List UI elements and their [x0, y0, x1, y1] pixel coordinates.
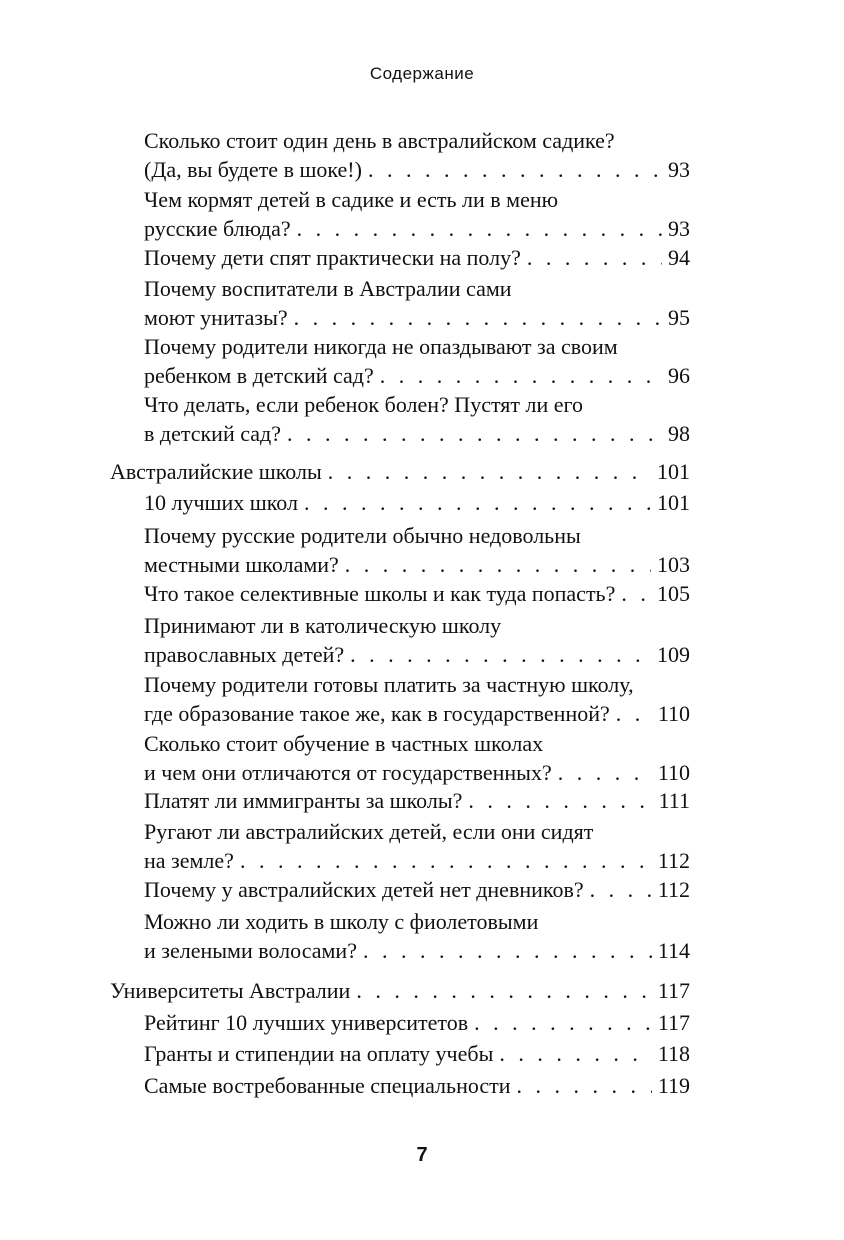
page-number: 118 — [657, 1041, 690, 1066]
toc-entry-text: Принимают ли в католическую школу — [144, 613, 502, 638]
toc-entry-text: Почему родители никогда не опаздывают за своим — [144, 334, 618, 359]
dot-leader — [350, 640, 651, 669]
page-number: 119 — [657, 1073, 690, 1098]
toc-entry[interactable] — [144, 611, 690, 669]
dot-leader — [616, 699, 652, 728]
page-number: 94 — [668, 245, 690, 270]
page-number: 103 — [657, 552, 690, 577]
dot-leader — [287, 419, 662, 448]
page-number: 114 — [657, 938, 690, 963]
toc-entry-text: Платят ли иммигранты за школы? — [144, 788, 463, 813]
toc-entry-text: ребенком в детский сад? — [144, 363, 374, 388]
toc-entry-text: Почему родители готовы платить за частную школу, — [144, 672, 634, 697]
dot-leader — [499, 1039, 651, 1068]
toc-entry-text: Гранты и стипендии на оплату учебы — [144, 1041, 494, 1066]
toc-entry[interactable] — [144, 729, 690, 787]
page-number: 101 — [657, 490, 690, 515]
toc-entry[interactable] — [144, 786, 690, 815]
dot-leader — [380, 361, 662, 390]
toc-entry-text: Австралийские школы — [110, 459, 322, 484]
toc-entry-text: русские блюда? — [144, 216, 291, 241]
page-number: 109 — [657, 642, 690, 667]
toc-entry-text: в детский сад? — [144, 421, 281, 446]
dot-leader — [590, 875, 652, 904]
toc-entry-text: православных детей? — [144, 642, 345, 667]
page-number: 117 — [657, 978, 690, 1003]
page-number: 110 — [657, 760, 690, 785]
toc-entry-text: где образование такое же, как в государственной? — [144, 701, 610, 726]
toc-entry[interactable] — [144, 185, 690, 243]
toc-entry[interactable] — [144, 817, 690, 875]
toc-entry[interactable] — [144, 390, 690, 448]
toc-entry-text: Рейтинг 10 лучших университетов — [144, 1010, 469, 1035]
toc-entry[interactable] — [144, 1008, 690, 1037]
toc-entry[interactable] — [144, 243, 690, 272]
toc-entry[interactable] — [144, 579, 690, 608]
toc-entry-text: Ругают ли австралийских детей, если они сидят — [144, 819, 594, 844]
toc-entry-text: Что делать, если ребенок болен? Пустят ли его — [144, 392, 584, 417]
toc-entry-text: Самые востребованные специальности — [144, 1073, 511, 1098]
dot-leader — [368, 155, 662, 184]
toc-entry[interactable] — [144, 521, 690, 579]
toc-entry[interactable] — [144, 875, 690, 904]
page-number: 93 — [668, 216, 690, 241]
toc-entry-text: Почему у австралийских детей нет дневников? — [144, 877, 584, 902]
toc-section-entry[interactable] — [110, 976, 690, 1005]
toc-entry-text: на земле? — [144, 848, 234, 873]
page-number: 98 — [668, 421, 690, 446]
toc-entry-text: и зелеными волосами? — [144, 938, 357, 963]
toc-entry-text: Чем кормят детей в садике и есть ли в меню — [144, 187, 559, 212]
dot-leader — [474, 1008, 652, 1037]
dot-leader — [356, 976, 652, 1005]
toc-entry[interactable] — [144, 670, 690, 728]
dot-leader — [527, 243, 662, 272]
toc-entry[interactable] — [144, 1039, 690, 1068]
toc-entry[interactable] — [144, 1071, 690, 1100]
dot-leader — [621, 579, 651, 608]
toc-entry-text: Что такое селективные школы и как туда попасть? — [144, 581, 616, 606]
dot-leader — [468, 786, 652, 815]
toc-entry-text: Почему русские родители обычно недовольны — [144, 523, 581, 548]
toc-entry[interactable] — [144, 488, 690, 517]
page-number: 101 — [657, 459, 690, 484]
page-number: 105 — [657, 581, 690, 606]
dot-leader — [294, 303, 662, 332]
toc-entry-text: 10 лучших школ — [144, 490, 298, 515]
page-number: 112 — [657, 848, 690, 873]
toc-entry[interactable] — [144, 274, 690, 332]
toc-entry-text: Университеты Австралии — [110, 978, 351, 1003]
toc-section-entry[interactable] — [110, 457, 690, 486]
dot-leader — [558, 758, 652, 787]
dot-leader — [517, 1071, 652, 1100]
toc-entry-text: местными школами? — [144, 552, 339, 577]
toc-entry-text: Почему дети спят практически на полу? — [144, 245, 521, 270]
page-number: 93 — [668, 157, 690, 182]
page-number: 110 — [657, 701, 690, 726]
dot-leader — [304, 488, 651, 517]
toc-entry-text: Можно ли ходить в школу с фиолетовыми — [144, 909, 539, 934]
toc-entry[interactable] — [144, 907, 690, 965]
dot-leader — [297, 214, 662, 243]
page-number: 112 — [657, 877, 690, 902]
page-number: 111 — [658, 788, 690, 813]
dot-leader — [328, 457, 651, 486]
toc-entry[interactable] — [144, 332, 690, 390]
toc-entry-text: Сколько стоит обучение в частных школах — [144, 731, 544, 756]
running-header: Содержание — [369, 64, 475, 83]
toc-entry-text: и чем они отличаются от государственных? — [144, 760, 552, 785]
toc-entry-text: моют унитазы? — [144, 305, 288, 330]
toc-entry-text: Сколько стоит один день в австралийском садике? — [144, 128, 615, 153]
toc-entry[interactable] — [144, 126, 690, 184]
toc-entry-text: (Да, вы будете в шоке!) — [144, 157, 362, 182]
dot-leader — [345, 550, 651, 579]
page-number: 96 — [668, 363, 690, 388]
dot-leader — [240, 846, 652, 875]
page-number: 95 — [668, 305, 690, 330]
page-footer-number: 7 — [416, 1144, 428, 1166]
dot-leader — [363, 936, 652, 965]
page-number: 117 — [657, 1010, 690, 1035]
toc-entry-text: Почему воспитатели в Австралии сами — [144, 276, 512, 301]
